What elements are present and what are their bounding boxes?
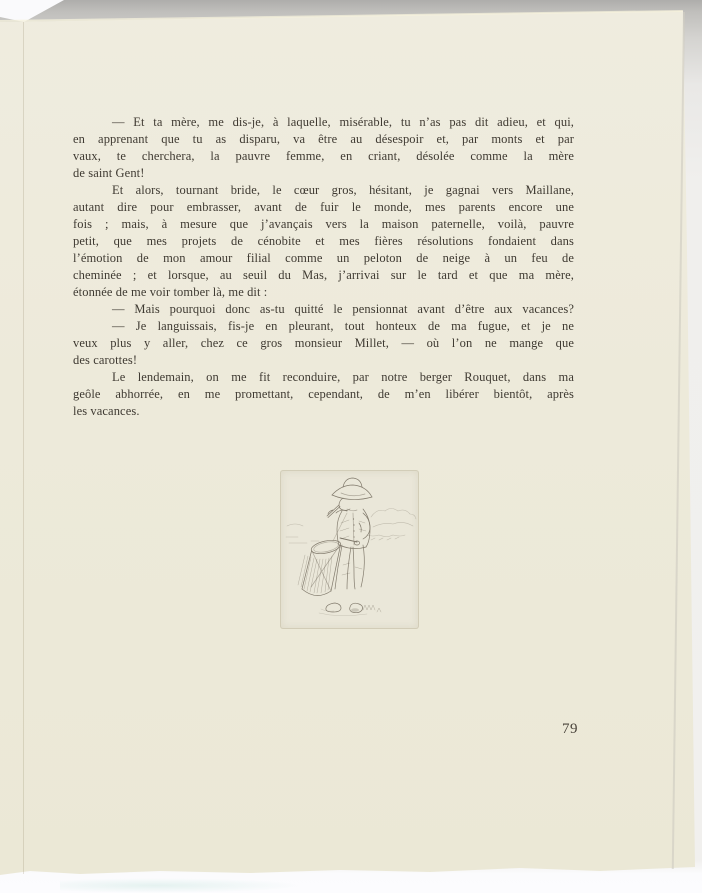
etching-plate — [281, 471, 418, 628]
text-line: — Mais pourquoi donc as-tu quitté le pensionnat avant d’être aux vacances? — [112, 302, 574, 316]
text-line: vaux, te cherchera, la pauvre femme, en criant, désolée comme la mère — [73, 149, 574, 163]
text-line: Et alors, tournant bride, le cœur gros, hésitant, je gagnai vers Maillane, — [112, 183, 574, 197]
hatching — [298, 520, 381, 616]
text-line: geôle abhorrée, en me promettant, cependant, de m’en libérer bientôt, après — [73, 387, 574, 401]
page-number: 79 — [562, 721, 578, 737]
text-line: étonnée de me voir tomber là, me dit : — [73, 285, 268, 299]
background-bushes — [286, 509, 416, 544]
text-line: — Et ta mère, me dis-je, à laquelle, misérable, tu n’as pas dit adieu, et qui, — [112, 115, 574, 129]
text-line: de saint Gent! — [73, 166, 145, 180]
tambourin-player-etching — [281, 471, 418, 628]
text-block — [73, 114, 574, 420]
text-line: cheminée ; et lorsque, au seuil du Mas, j’arrivai sur le tard et que ma mère, — [73, 268, 574, 282]
text-line: des carottes! — [73, 353, 138, 367]
text-line: en apprenant que tu as disparu, va être au désespoir et, par monts et par — [73, 132, 574, 146]
scanner-smudge — [60, 878, 300, 893]
page-fold-line — [23, 22, 24, 874]
text-line: — Je languissais, fis-je en pleurant, tout honteux de ma fugue, et je ne — [112, 319, 574, 333]
text-line: les vacances. — [73, 404, 140, 418]
figure — [302, 478, 372, 613]
text-line: autant dire pour embrasser, avant de fuir le monde, mes parents encore une — [73, 200, 574, 214]
text-line: petit, que mes projets de cénobite et mes fières résolutions fondaient dans — [73, 234, 574, 248]
text-line: Le lendemain, on me fit reconduire, par notre berger Rouquet, dans ma — [112, 370, 574, 384]
text-line: l’émotion de mon amour filial comme un peloton de neige à un feu de — [73, 251, 574, 265]
text-line: veux plus y aller, chez ce gros monsieur Millet, — où l’on ne mange que — [73, 336, 574, 350]
text-line: fois ; mais, à mesure que j’avançais vers la maison paternelle, voilà, pauvre — [73, 217, 574, 231]
